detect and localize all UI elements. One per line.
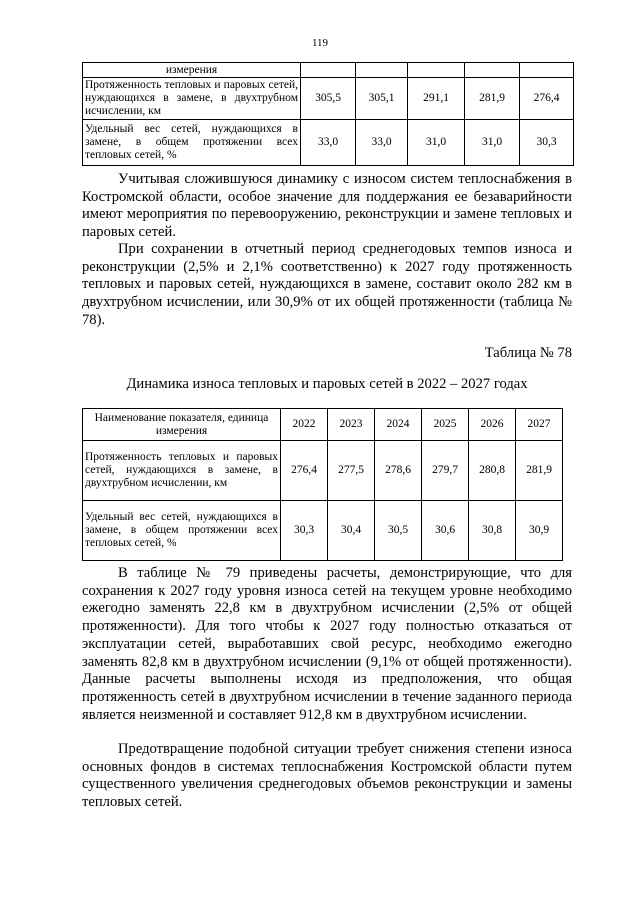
table-label: Таблица № 78 [484,345,572,361]
cell-value: 305,5 [301,78,356,120]
cell-value: 281,9 [465,78,520,120]
table-row [83,501,563,561]
row-name: Протяженность тепловых и паровых сетей, нуждающихся в замене, в двухтрубном исчислении, км [83,441,281,501]
column-header-year: 2024 [375,409,422,441]
cell-value: 276,4 [281,441,328,501]
table-77-continuation [82,62,574,166]
cell-value: 30,9 [516,501,563,561]
paragraph: В таблице № 79 приведены расчеты, демонстрирующие, что для сохранения к 2027 году уровня износа сетей на текущем уровне необходимо ежегодно заменять 22,8 км в двухтрубном исчислении (2,5% от общей протяженности). Для того чтобы к 2027 году полностью отказаться от эксплуатации сетей, выработавших свой ресурс, необходимо ежегодно заменять 82,8 км в двухтрубном исчислении (9,1% от общей протяженности). Данные расчеты выполнены исходя из предположения, что общая протяженность сетей в двухтрубном исчислении в течение заданного периода является неизменной и составляет 912,8 км в двухтрубном исчислении. [82,565,572,723]
cell-value: 31,0 [408,120,465,166]
cell-value: 278,6 [375,441,422,501]
row-name: Удельный вес сетей, нуждающихся в замене, в общем протяжении всех тепловых сетей, % [83,501,281,561]
cell-value: 305,1 [356,78,408,120]
cell-value: 277,5 [328,441,375,501]
cell-value: 281,9 [516,441,563,501]
cell-value: 30,3 [281,501,328,561]
paragraph: При сохранении в отчетный период среднегодовых темпов износа и реконструкции (2,5% и 2,1% соответственно) к 2027 году протяженность тепловых и паровых сетей, нуждающихся в замене, составит около 282 км в двухтрубном исчислении, или 30,9% от их общей протяженности (таблица № 78). [82,241,572,328]
cell-value: 291,1 [408,78,465,120]
cell-value: 30,3 [520,120,574,166]
cell-value: 30,5 [375,501,422,561]
table-title: Динамика износа тепловых и паровых сетей в 2022 – 2027 годах [126,376,528,392]
column-header-year: 2023 [328,409,375,441]
row-name: Удельный вес сетей, нуждающихся в замене, в общем протяжении всех тепловых сетей, % [83,120,301,166]
paragraph: Учитывая сложившуюся динамику с износом систем теплоснабжения в Костромской области, особое значение для поддержания ее безаварийности имеют мероприятия по перевооружению, реконструкции и замене тепловых и паровых сетей. [82,171,572,241]
cell-value: 30,6 [422,501,469,561]
column-header-year: 2027 [516,409,563,441]
cell-value: 31,0 [465,120,520,166]
cell-value: 33,0 [356,120,408,166]
table-78 [82,408,563,561]
table-row [83,120,574,166]
table-header-row [83,63,574,78]
cell-value: 276,4 [520,78,574,120]
column-header-name: Наименование показателя, единица измерения [83,409,281,441]
cell-value: 279,7 [422,441,469,501]
cell-value: 30,4 [328,501,375,561]
paragraph: Предотвращение подобной ситуации требует снижения степени износа основных фондов в системах теплоснабжения Костромской области путем существенного увеличения среднегодовых объемов реконструкции и замены тепловых сетей. [82,741,572,811]
table-header-fragment: измерения [83,63,301,78]
cell-value: 30,8 [469,501,516,561]
table-header-row [83,409,563,441]
table-row [83,78,574,120]
page-number: 119 [311,37,329,49]
column-header-year: 2022 [281,409,328,441]
table-row [83,441,563,501]
column-header-year: 2026 [469,409,516,441]
cell-value: 33,0 [301,120,356,166]
row-name: Протяженность тепловых и паровых сетей, нуждающихся в замене, в двухтрубном исчислении, км [83,78,301,120]
cell-value: 280,8 [469,441,516,501]
column-header-year: 2025 [422,409,469,441]
